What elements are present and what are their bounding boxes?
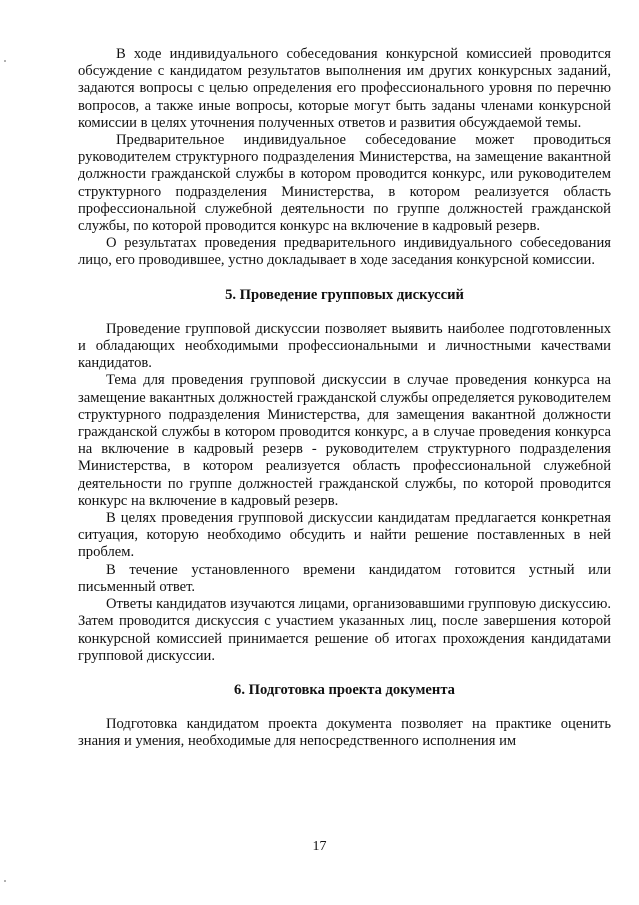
paragraph-interview-discussion: В ходе индивидуального собеседования конкурсной комиссией проводится обсуждение с кандидатом результатов выполнения им других конкурсных заданий, задаются вопросы с целью определения его профессионального уровня по перечню вопросов, а также иные вопросы, которые могут быть заданы членами конкурсной комиссии в целях уточнения полученных ответов и развития обсуждаемой темы. [78,46,611,131]
paragraph-interview-report: О результатах проведения предварительного индивидуального собеседования лицо, его проводившее, устно докладывает в ходе заседания конкурсной комиссии. [78,235,611,269]
scan-artifact [4,880,6,882]
paragraph-group-discussion-purpose: Проведение групповой дискуссии позволяет выявить наиболее подготовленных и обладающих необходимыми профессиональными и личностными качествами кандидатов. [78,320,611,372]
paragraph-group-discussion-evaluation: Ответы кандидатов изучаются лицами, организовавшими групповую дискуссию. Затем проводится дискуссия с участием указанных лиц, после завершения которой конкурсной комиссией принимается решение об итогах прохождения кандидатами групповой дискуссии. [78,596,611,664]
page-number: 17 [312,839,327,854]
document-page [78,46,611,751]
section-5-heading: 5. Проведение групповых дискуссий [225,286,464,303]
scan-artifact [4,60,6,62]
paragraph-preliminary-interview: Предварительное индивидуальное собеседование может проводиться руководителем структурного подразделения Министерства, на замещение вакантной должности гражданской службы в котором проводится конкурс, или руководителем структурного подразделения Министерства, в котором реализуется область профессиональной служебной деятельности по группе должностей гражданской службы, по которой проводится конкурс на включение в кадровый резерв. [78,132,611,235]
paragraph-document-draft: Подготовка кандидатом проекта документа позволяет на практике оценить знания и умения, необходимые для непосредственного исполнения им [78,716,611,750]
section-6-heading: 6. Подготовка проекта документа [234,681,455,698]
paragraph-group-discussion-situation: В целях проведения групповой дискуссии кандидатам предлагается конкретная ситуация, которую необходимо обсудить и найти решение поставленных в ней проблем. [78,510,611,561]
paragraph-group-discussion-answer: В течение установленного времени кандидатом готовится устный или письменный ответ. [78,561,611,595]
paragraph-group-discussion-topic: Тема для проведения групповой дискуссии в случае проведения конкурса на замещение вакантных должностей гражданской службы определяется руководителем структурного подразделения Министерства, для замещения вакантной должности гражданской службы в котором проводится конкурс, а в случае проведения конкурса на включение в кадровый резерв - руководителем структурного подразделения Министерства, в котором реализуется область профессиональной служебной деятельности по группе должностей гражданской службы, по которой проводится конкурс на включение в кадровый резерв. [78,372,611,509]
